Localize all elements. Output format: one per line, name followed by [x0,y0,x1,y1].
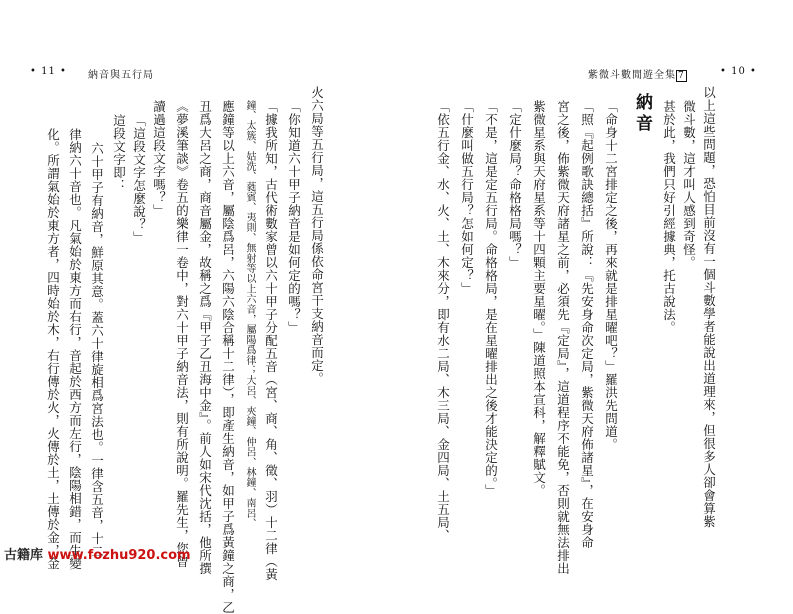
watermark-url: www.fozhu920.com [47,548,191,563]
intro-line: 甚於此，我們只好引經據典，托古說法。 [661,100,677,334]
volume-number: 7 [678,71,685,81]
body-line: 「命身十二宮排定之後，再來就是排星曜吧？」羅洪先問道。 [603,100,619,451]
body-line: 讀過這段文字嗎？」 [151,100,167,217]
body-line: 「據我所知，古代術數家曾以六十甲子分配五音（宮、商、角、徵、羽）十二律（黃 [263,100,279,581]
body-line: 紫微星系與天府星系等十四顆主要星曜。」陳道照本宣科，解釋賦文。 [531,100,547,497]
body-line: 宮之後，佈紫微天府諸星之前，必須先『定局』，這道程序不能免，否則就無法排出 [555,100,571,575]
body-line: 「這段文字怎麼說？」 [131,114,147,244]
annotation-line: 鐘、太簇、姑洗、蕤賓、夷則、無射等以上六音，屬陽爲律；大呂、夾鐘、仲呂、林鐘、南呂、 [244,100,255,529]
site-watermark [4,544,191,563]
body-line: 應鐘等以上六音，屬陰爲呂，六陽六陰合稱十二律），即產生納音，如甲子爲黃鐘之商，乙 [220,100,236,614]
body-line: 火六局等五行局，這五行局係依命宮干支納音而定。 [309,86,325,385]
right-page-number: • 10 • [720,66,757,77]
quote-line: 六十甲子有納音，鮮原其意。蓋六十律旋相爲宮法也。一律含五音，十二 [89,142,105,558]
left-running-title: 納音與五行局 [88,70,154,81]
body-line: 「你知道六十甲子納音是如何定的嗎？」 [286,100,302,334]
book-title: 紫微斗數閒遊全集 [588,70,676,81]
body-line: 「依五行金、水、火、土、木來分，即有水二局、木三局、金四局、土五局、 [435,100,451,542]
quote-line: 化。所謂氣始於東方者，四時始於木，右行傳於火，火傳於土，土傳於金，金 [45,128,61,570]
intro-line: 微斗數，這才叫人感到奇怪。 [681,100,697,269]
watermark-site-name: 古籍库 [4,548,44,563]
right-running-title [588,66,687,81]
body-line: 丑爲大呂之商，商音屬金，故稱之爲『甲子乙丑海中金』。前人如宋代沈括，他所撰 [197,100,213,575]
left-page-number: • 11 • [30,66,67,77]
body-line: 「不是，這是定五行局。命格格局，是在星曜排出之後才能決定的。」 [483,100,499,497]
body-line: 「定什麼局？命格格局嗎？」 [507,100,523,269]
intro-line: 以上這些問題，恐怕目前沒有一個斗數學者能說出道理來，但很多人卻會算紫 [701,86,717,528]
body-line: 這段文字即： [111,114,127,192]
body-line: 「照『起例歌訣總括』所說：『先安身命次定局，紫微天府佈諸星』，在安身命 [579,100,595,549]
body-line: 《夢溪筆談》卷五的樂律一卷中，對六十甲子納音法，則有所說明。羅先生，您曾 [174,100,190,568]
quote-line: 律納六十音也。凡氣始於東方而右行，音起於西方而左行，陰陽相錯，而生變 [67,128,83,570]
section-title: 納音 [632,93,652,135]
body-line: 「什麼叫做五行局？怎如何定？」 [459,100,475,295]
